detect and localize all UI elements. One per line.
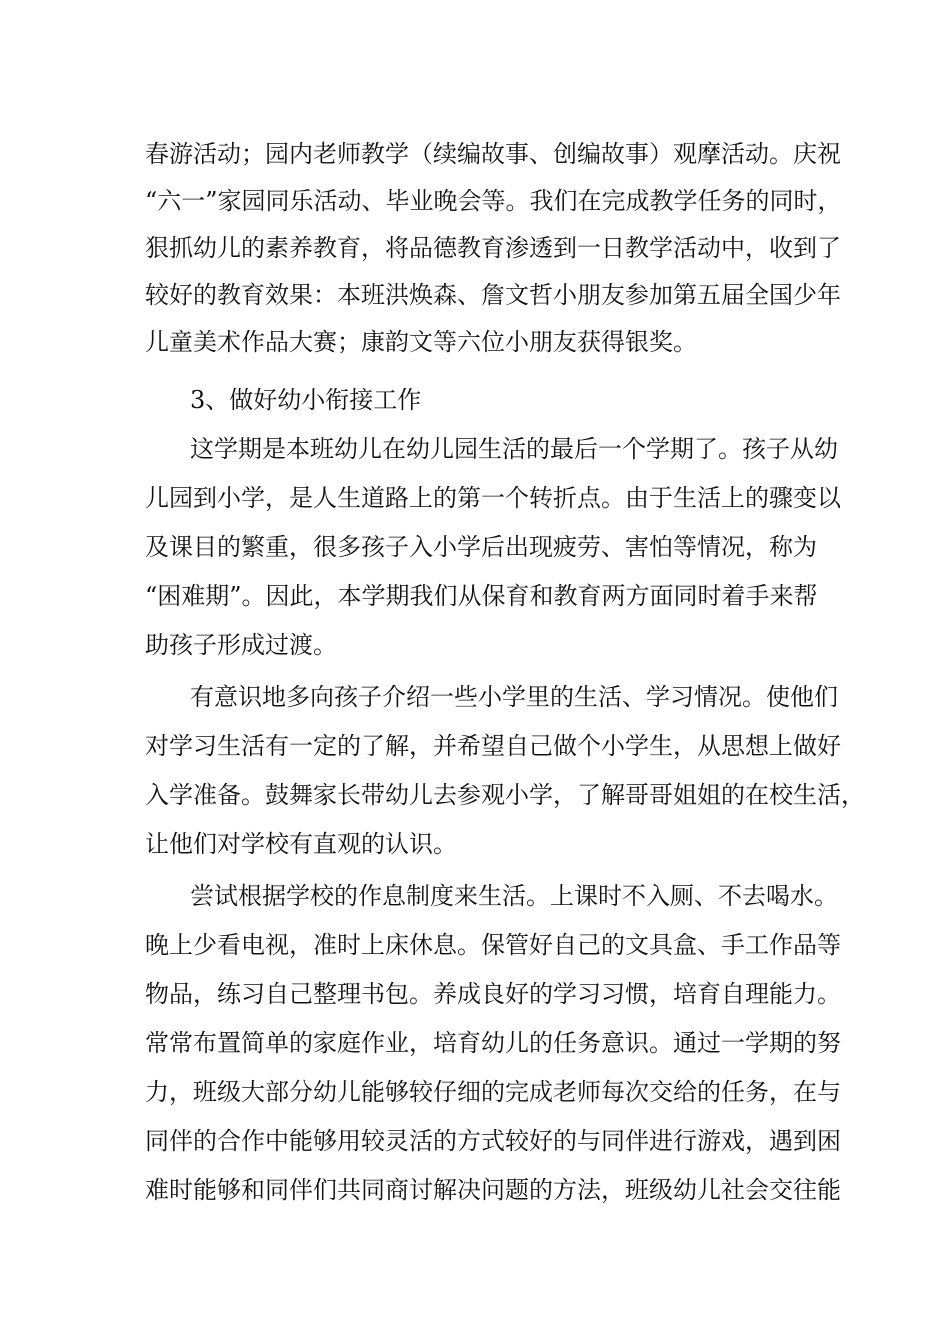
text-line: 春游活动；园内老师教学（续编故事、创编故事）观摩活动。庆祝 bbox=[145, 140, 841, 168]
text-line: 儿童美术作品大赛；康韵文等六位小朋友获得银奖。 bbox=[145, 328, 697, 356]
text-line: 及课目的繁重，很多孩子入小学后出现疲劳、害怕等情况，称为 bbox=[145, 533, 817, 561]
text-line: “六一”家园同乐活动、毕业晚会等。我们在完成教学任务的同时， bbox=[145, 187, 842, 215]
text-line: 让他们对学校有直观的认识。 bbox=[145, 830, 457, 858]
paragraph-start-line: 有意识地多向孩子介绍一些小学里的生活、学习情况。使他们 bbox=[190, 683, 838, 711]
text-line: 较好的教育效果：本班洪焕森、詹文哲小朋友参加第五届全国少年 bbox=[145, 281, 841, 309]
text-line: 物品，练习自己整理书包。养成良好的学习习惯，培育自理能力。 bbox=[145, 980, 841, 1008]
text-line: 助孩子形成过渡。 bbox=[145, 631, 337, 659]
text-line: 晚上少看电视，准时上床休息。保管好自己的文具盒、手工作品等 bbox=[145, 931, 841, 959]
text-line: 儿园到小学，是人生道路上的第一个转折点。由于生活上的骤变以 bbox=[145, 484, 841, 512]
text-line: 同伴的合作中能够用较灵活的方式较好的与同伴进行游戏，遇到困 bbox=[145, 1127, 841, 1155]
paragraph-start-line: 尝试根据学校的作息制度来生活。上课时不入厕、不去喝水。 bbox=[190, 882, 838, 910]
text-line: “困难期”。因此，本学期我们从保育和教育两方面同时着手来帮 bbox=[145, 582, 818, 610]
paragraph-start-line: 这学期是本班幼儿在幼儿园生活的最后一个学期了。孩子从幼 bbox=[190, 435, 838, 463]
text-line: 力，班级大部分幼儿能够较仔细的完成老师每次交给的任务，在与 bbox=[145, 1078, 841, 1106]
text-line: 难时能够和同伴们共同商讨解决问题的方法，班级幼儿社会交往能 bbox=[145, 1176, 841, 1204]
text-line: 常常布置简单的家庭作业，培育幼儿的任务意识。通过一学期的努 bbox=[145, 1029, 841, 1057]
section-heading: 3、做好幼小衔接工作 bbox=[190, 386, 422, 414]
text-line: 入学准备。鼓舞家长带幼儿去参观小学，了解哥哥姐姐的在校生活， bbox=[145, 781, 865, 809]
text-line: 狠抓幼儿的素养教育，将品德教育渗透到一日教学活动中，收到了 bbox=[145, 234, 841, 262]
text-line: 对学习生活有一定的了解，并希望自己做个小学生，从思想上做好 bbox=[145, 732, 841, 760]
